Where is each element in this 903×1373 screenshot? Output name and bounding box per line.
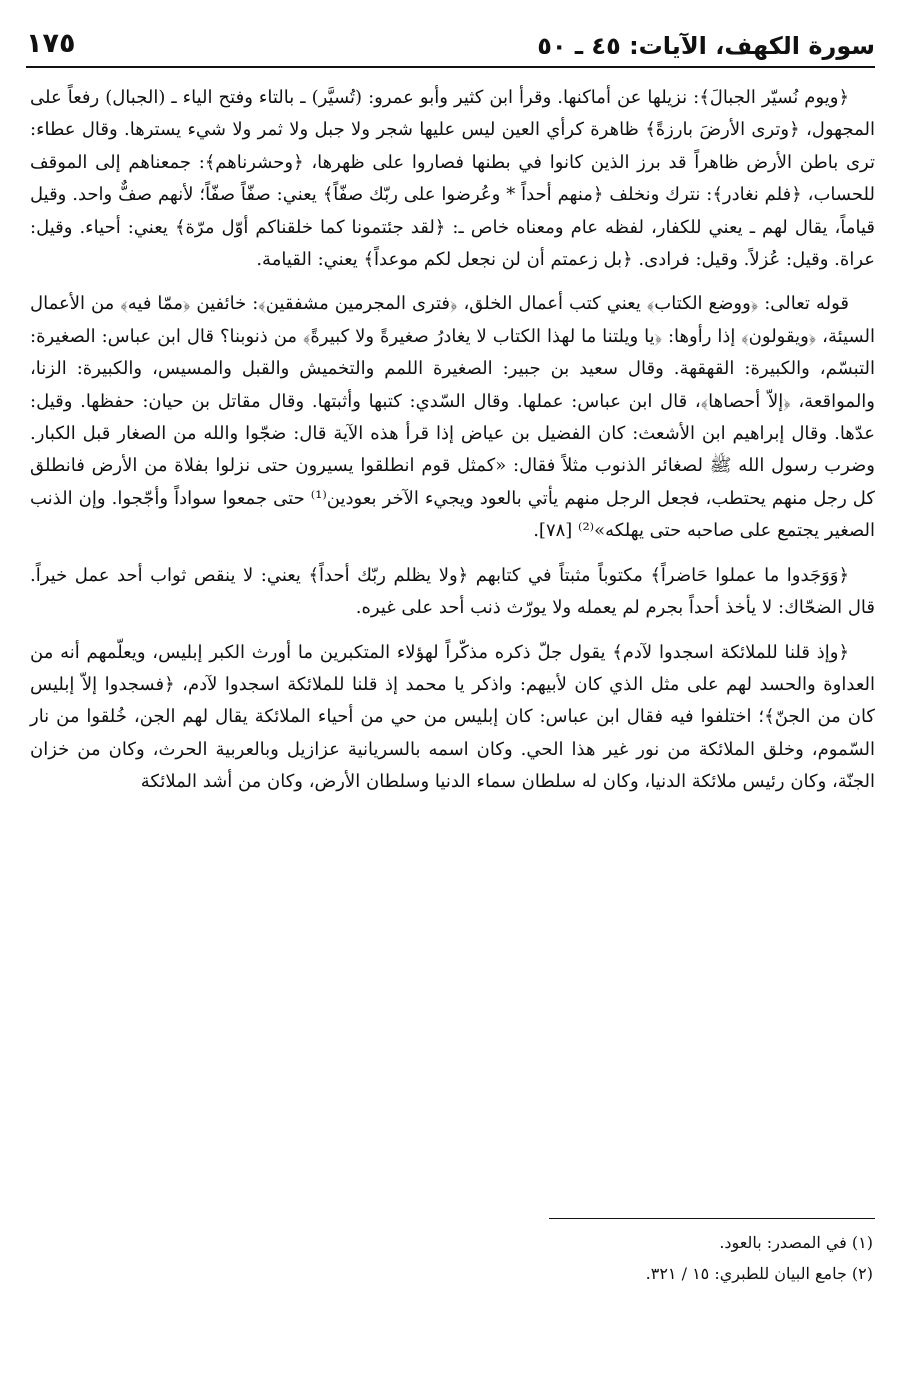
paragraph-4: ﴿وإذ قلنا للملائكة اسجدوا لآدم﴾ يقول جلّ ذكره مذكّراً لهؤلاء المتكبرين ما أورث الكبر إبليس، ويعلّمهم أنه من العداوة والحسد لهم على مثل الذي كان لأبيهم: واذكر يا محمد إذ قلنا للملائكة اسجدوا لآدم، ﴿فسجدوا إلاّ إبليس كان من الجنّ﴾؛ اختلفوا فيه فقال ابن عباس: كان إبليس من حي من أحياء الملائكة يقال لهم الجن، خُلقوا من نار السّموم، وخلق الملائكة من نور غير هذا الحي. وكان اسمه بالسريانية عزازيل وبالعربية الحرث، وكان من خزان الجنّة، وكان رئيس ملائكة الدنيا، وكان له سلطان سماء الدنيا وسلطان الأرض، وكان من أشد الملائكة [30, 641, 875, 793]
footnote-1: (١) في المصدر: بالعود. [719, 1233, 873, 1252]
footnote-separator [549, 1218, 875, 1219]
footnote-2: (٢) جامع البيان للطبري: ١٥ / ٣٢١. [645, 1264, 873, 1283]
page-number: ١٧٥ [26, 28, 76, 59]
footnotes [30, 1218, 875, 1295]
paragraph-3: ﴿وَوَجَدوا ما عملوا حَاضراً﴾ مكتوباً مثبتاً في كتابهم ﴿ولا يظلم ربّك أحداً﴾ يعني: لا ينقص ثواب أحد عمل خيراً. قال الضحّاك: لا يأخذ أحداً بجرم لم يعمله ولا يورّث ذنب أحد على غيره. [30, 564, 875, 619]
header-rule [26, 66, 875, 68]
running-title: سورة الكهف، الآيات: ٤٥ ـ ٥٠ [537, 32, 875, 60]
paragraph-1: ﴿ويوم نُسيّر الجبالَ﴾: نزيلها عن أماكنها. وقرأ ابن كثير وأبو عمرو: (تُسيَّر) ـ بالتاء وفتح الياء ـ (الجبال) رفعاً على المجهول، ﴿وترى الأرضَ بارزةً﴾ ظاهرة كرأي العين ليس عليها شجر ولا جبل ولا ثمر ولا شيء يسترها. وقال عطاء: ترى باطن الأرض ظاهراً قد برز الذين كانوا في بطنها فصاروا على ظهرها، ﴿وحشرناهم﴾: جمعناهم إلى الموقف للحساب، ﴿فلم نغادر﴾: نترك ونخلف ﴿منهم أحداً * وعُرضوا على ربّك صفّاً﴾ يعني: صفّاً صفّاً؛ لأنهم صفٌّ واحد. وقيل قياماً، يقال لهم ـ يعني للكفار، لفظه عام ومعناه خاص ـ: ﴿لقد جئتمونا كما خلقناكم أوّل مرّة﴾ يعني: أحياء. وقيل: عراة. وقيل: عُزلاً. وقيل: فرادى. ﴿بل زعمتم أن لن نجعل لكم موعداً﴾ يعني: القيامة. [30, 87, 875, 271]
body-text [30, 82, 875, 811]
paragraph-2: قوله تعالى: ﴿ووضع الكتاب﴾ يعني كتب أعمال الخلق، ﴿فترى المجرمين مشفقين﴾: خائفين ﴿ممّا فيه﴾ من الأعمال السيئة، ﴿ويقولون﴾ إذا رأوها: ﴿يا ويلتنا ما لهذا الكتاب لا يغادرُ صغيرةً ولا كبيرةً﴾ من ذنوبنا؟ قال ابن عباس: الصغيرة: التبسّم، والكبيرة: القهقهة. وقال سعيد بن جبير: الصغيرة اللمم والتخميش والقبل والمسيس، والكبيرة: الزنا، والمواقعة، ﴿إلاّ أحصاها﴾، قال ابن عباس: عملها. وقال السّدي: كتبها وأثبتها. وقال مقاتل بن حيان: حفظها. وقيل: عدّها. وقال إبراهيم ابن الأشعث: كان الفضيل بن عياض إذا قرأ هذه الآية قال: ضجّوا والله من الصغار قبل الكبار. وضرب رسول الله ﷺ لصغائر الذنوب مثلاً فقال: «كمثل قوم انطلقوا يسيرون حتى نزلوا بفلاة من الأرض فانطلق كل رجل منهم يحتطب، فجعل الرجل منهم يأتي بالعود ويجيء الآخر بعودين⁽¹⁾ حتى جمعوا سواداً وأجّجوا. وإن الذنب الصغير يجتمع على صاحبه حتى يهلكه»⁽²⁾ [٧٨]. [30, 293, 876, 542]
page-header [26, 22, 875, 68]
